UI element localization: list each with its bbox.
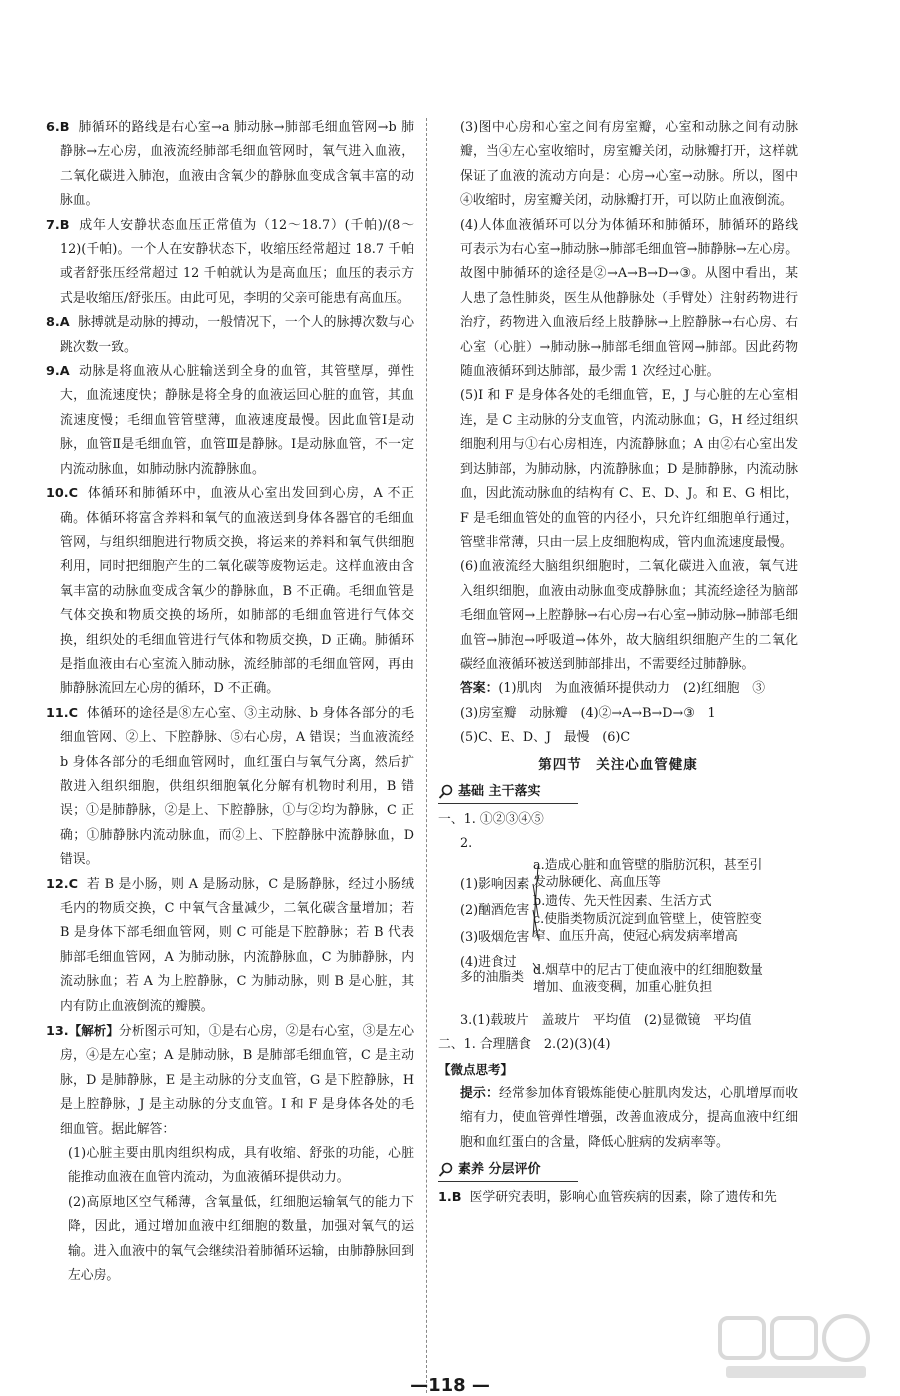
answer-13-part-2: (2)高原地区空气稀薄，含氧量低，红细胞运输氧气的能力下降，因此，通过增加血液中红细胞的数量，加强对氧气的运输。进入血液中的氧气会继续沿着肺循环运输，由肺静脉回到左心房。 [68,1194,414,1284]
exercise-1-2: 2. [460,836,473,852]
answer-item-9: 9.A 动脉是将血液从心脏输送到全身的血管，其管壁厚，弹性大，血流速度快；静脉是将全身的血液运回心脏的血管，其血流速度慢；毛细血管管壁薄，血液速度最慢。因此血管Ⅰ是动脉，血管Ⅱ是毛细血管，血管Ⅲ是静脉。Ⅰ是动脉血管，不一定内流动脉血，如肺动脉内流静脉血。 [46,364,414,477]
diagram-left-label-1: (1)影响因素 [460,876,530,892]
answer-13-part-1: (1)心脏主要由肌肉组织构成，具有收缩、舒张的功能，心脏能推动血液在血管内流动，为血液循环提供动力。 [68,1146,414,1186]
answer-13-part-4: (4)人体血液循环可以分为体循环和肺循环，肺循环的路线可表示为右心室→肺动脉→肺部毛细血管→肺静脉→左心房。故图中肺循环的途径是②→A→B→D→③。从图中看出，某人患了急性肺炎，医生从他静脉处（手臂处）注射药物进行治疗，药物进入血液后经上肢静脉→上腔静脉→右心房、右心室（心脏）→肺动脉→肺部毛细血管网→肺部。因此药物随血液循环到达肺部，最少需 1 次经过心脏。 [460,217,798,380]
diagram-option-a: a.造成心脏和血管壁的脂肪沉积，甚至引发动脉硬化、高血压等 [533,857,763,890]
analysis-tag: 【解析】 [68,1023,119,1039]
matching-diagram [438,857,798,1007]
evaluation-item-1: 1.B 医学研究表明，影响心血管疾病的因素，除了遗传和先 [438,1190,777,1206]
diagram-left-label-3: (3)吸烟危害 [460,929,530,945]
magnifier-icon [438,784,454,800]
diagram-left-label-2: (2)酗酒危害 [460,902,530,918]
exercise-2: 二、1. 合理膳食 2.(2)(3)(4) [438,1037,611,1053]
answer-13-summary: 答案：(1)肌肉 为血液循环提供动力 (2)红细胞 ③ [460,681,765,697]
diagram-option-d: d.烟草中的尼古丁使血液中的红细胞数量增加、血液变稠，加重心脏负担 [533,962,763,995]
answer-item-11: 11.C 体循环的途径是⑧左心室、③主动脉、b 身体各部分的毛细血管网、②上、下腔静脉、⑤右心房，A 错误；当血液流经 b 身体各部分的毛细血管网时，血红蛋白与氧气分离，然后扩散进入组织细胞，供组织细胞氧化分解有机物时利用，B 错误；①是肺静脉，②是上、下腔静脉，①与②均为静脉，C 正确；①肺静脉内流动脉血，而②上、下腔静脉中流静脉血，D 错误。 [46,705,415,868]
answer-13-summary-line-2: (3)房室瓣 动脉瓣 (4)②→A→B→D→③ 1 [460,705,716,721]
answer-item-8: 8.A 脉搏就是动脉的搏动，一般情况下，一个人的脉搏次数与心跳次数一致。 [46,315,415,355]
site-watermark-logo [716,1312,876,1384]
diagram-option-b: b.遗传、先天性因素、生活方式 [533,893,712,909]
column-divider [426,118,427,1393]
section-banner-evaluation [438,1159,578,1182]
answer-item-10: 10.C 体循环和肺循环中，血液从心室出发回到心房，A 不正确。体循环将富含养料和氧气的血液送到身体各器官的毛细血管网，与组织细胞进行物质交换，将运来的养料和氧气供细胞利用，同时把细胞产生的二氧化碳等废物运走。这样血液由含氧丰富的动脉血变成含氧少的静脉血，B 不正确。毛细血管是气体交换和物质交换的场所，如肺部的毛细血管进行气体交换，组织处的毛细血管进行气体和物质交换，D 正确。肺循环是指血液由右心室流入肺动脉，流经肺部的毛细血管网，再由肺静脉流回左心房的循环，D 不正确。 [46,486,414,697]
right-column [438,116,798,1211]
answer-13-part-5: (5)I 和 F 是身体各处的毛细血管，E，J 与心脏的左心室相连，是 C 主动脉的分支血管，内流动脉血；G，H 经过组织细胞利用与①右心房相连，内流静脉血；A 由②右心室出发到达肺部，为肺动脉，内流静脉血；D 是肺静脉，内流动脉血，因此流动脉血的结构有 C、E、D、J。和 E、G 相比，F 是毛细血管处的血管的内径小，只允许红细胞单行通过，管壁非常薄，只由一层上皮细胞构成，管内血流速度最慢。 [460,388,798,550]
section-banner-basics [438,781,578,804]
exercise-1-3: 3.(1)载玻片 盖玻片 平均值 (2)显微镜 平均值 [460,1012,752,1028]
answer-item-6: 6.B 肺循环的路线是右心室→a 肺动脉→肺部毛细血管网→b 肺静脉→左心房，血液流经肺部毛细血管网时，氧气进入血液，二氧化碳进入肺泡，血液由含氧少的静脉血变成含氧丰富的动脉血。 [46,120,415,209]
section-title: 第四节 关注心血管健康 [538,756,698,773]
banner-label: 素养 分层评价 [458,1162,541,1178]
left-column [46,116,414,1289]
diagram-option-c: c.使脂类物质沉淀到血管壁上，使管腔变窄、血压升高，使冠心病发病率增高 [533,911,762,944]
exercise-1-1: 一、1. ①②③④⑤ [438,811,544,827]
diagram-left-label-4: (4)进食过多的油脂类 [460,954,524,985]
answer-item-12: 12.C 若 B 是小肠，则 A 是肠动脉，C 是肠静脉，经过小肠绒毛内的物质交换，C 中氧气含量减少，二氧化碳含量增加；若 B 是身体下部毛细血管网，则 C 可能是下腔静脉；若 B 代表肺部毛细血管网，A 为肺动脉，内流静脉血，C 为肺静脉，内流动脉血；若 A 为上腔静脉，C 为肺动脉，则 B 是心脏，其内有防止血液倒流的瓣膜。 [46,876,414,1014]
answer-13-part-6: (6)血液流经大脑组织细胞时，二氧化碳进入血液，氧气进入组织细胞，血液由动脉血变成静脉血；其流经途径为脑部毛细血管网→上腔静脉→右心房→右心室→肺动脉→肺部毛细血管→肺泡→呼吸道→体外，故大脑组织细胞产生的二氧化碳经血液循环被送到肺部排出，不需要经过肺静脉。 [460,559,798,672]
think-text: 提示：经常参加体育锻炼能使心脏肌肉发达，心肌增厚而收缩有力，使血管弹性增强，改善血液成分，提高血液中红细胞和血红蛋白的含量，降低心脏病的发病率等。 [460,1086,799,1150]
answer-item-7: 7.B 成年人安静状态血压正常值为（12～18.7）(千帕)/(8～12)(千帕)。一个人在安静状态下，收缩压经常超过 18.7 千帕或者舒张压经常超过 12 千帕就认为是高血压；血压的表示方式是收缩压/舒张压。由此可见，李明的父亲可能患有高血压。 [46,217,414,306]
think-tag: 【微点思考】 [438,1061,514,1077]
page-number: —118 — [410,1375,490,1396]
answer-13-part-3: (3)图中心房和心室之间有房室瓣，心室和动脉之间有动脉瓣，当④左心室收缩时，房室瓣关闭，动脉瓣打开，这样就保证了血液的流动方向是：心房→心室→动脉。所以，图中④收缩时，房室瓣关闭，动脉瓣打开，可以防止血液倒流。 [460,120,798,209]
answer-item-13: 13.【解析】分析图示可知，①是右心房，②是右心室，③是左心房，④是左心室；A 是肺动脉，B 是肺部毛细血管，C 是主动脉，D 是肺静脉，E 是主动脉的分支血管，G 是下腔静脉，H 是上腔静脉，J 是主动脉的分支血管。I 和 F 是身体各处的毛细血管。据此解答： [46,1023,414,1137]
banner-label: 基础 主干落实 [458,783,541,799]
magnifier-icon [438,1162,454,1178]
answer-13-summary-line-3: (5)C、E、D、J 最慢 (6)C [460,730,631,746]
